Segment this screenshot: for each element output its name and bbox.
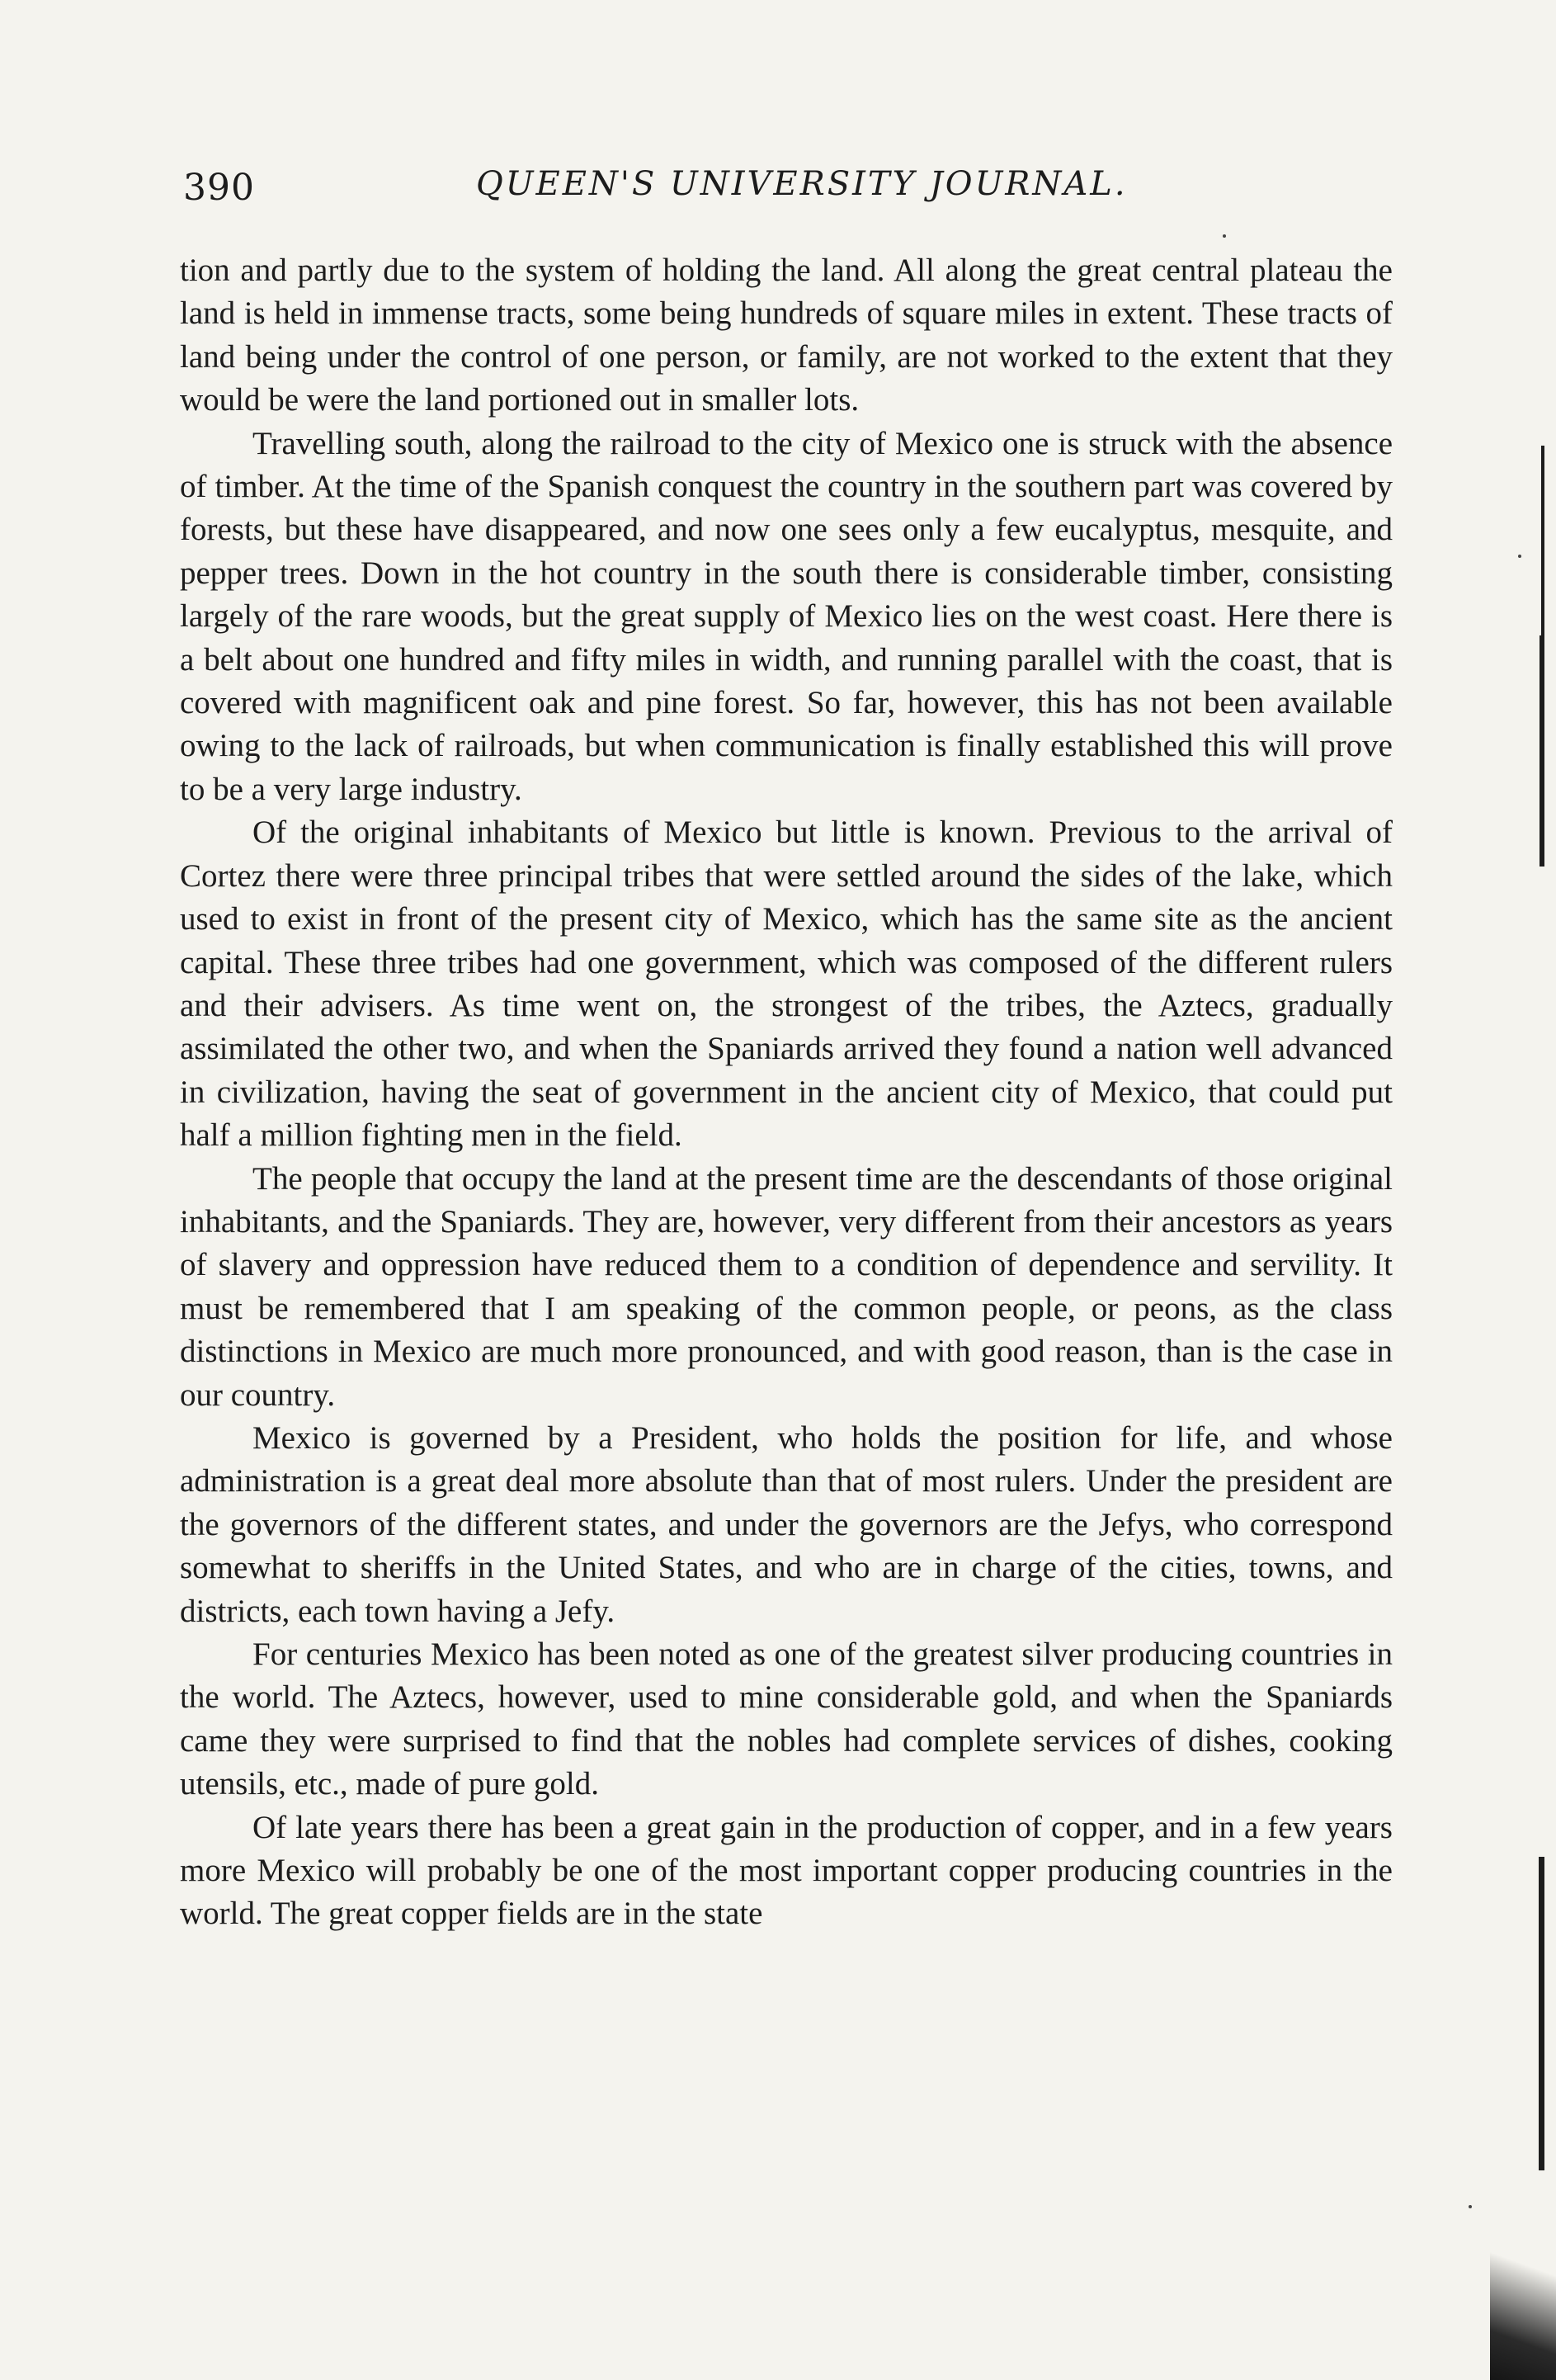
page-corner-shadow: [1490, 2207, 1556, 2380]
paragraph-copper: Of late years there has been a great gain in the production of copper, and in a few years more Mexico will probably be one of the most important copper producing countries in the world. The great copper fields are in the state: [180, 1809, 1393, 1932]
article-body: [180, 249, 1393, 1936]
running-title: QUEEN'S UNIVERSITY JOURNAL.: [476, 165, 1128, 203]
paragraph-continuation: tion and partly due to the system of holding the land. All along the great central plateau the land is held in immense tracts, some being hundreds of square miles in extent. These tracts of land being under the control of one person, or family, are not worked to the extent that they would be were the land portioned out in smaller lots.: [180, 253, 1393, 418]
page-header: [183, 162, 1128, 220]
paragraph-timber: Travelling south, along the railroad to the city of Mexico one is struck with the absence of timber. At the time of the Spanish conquest the country in the southern part was covered by forests, but these have disappeared, and now one sees only a few eucalyptus, mesquite, and pepper trees. Down in the hot country in the south there is considerable timber, consisting largely of the rare woods, but the great supply of Mexico lies on the west coast. Here there is a belt about one hundred and fifty miles in width, and running parallel with the coast, that is covered with magnificent oak and pine forest. So far, however, this has not been available owing to the lack of railroads, but when communication is finally established this will prove to be a very large industry.: [180, 425, 1393, 807]
scan-speck: [1518, 555, 1521, 558]
scan-speck: [1469, 2205, 1472, 2208]
paragraph-people: The people that occupy the land at the present time are the descendants of those original inhabitants, and the Spaniards. They are, however, very different from their ancestors as years of slavery and oppression have reduced them to a condition of dependence and servility. It must be remembered that I am speaking of the common people, or peons, as the class distinctions in Mexico are much more pronounced, and with good reason, than is the case in our country.: [180, 1160, 1393, 1413]
paragraph-silver: For centuries Mexico has been noted as one of the greatest silver producing countries in the world. The Aztecs, however, used to mine considerable gold, and when the Spaniards came they were surprised to find that the nobles had complete services of dishes, cooking utensils, etc., made of pure gold.: [180, 1636, 1393, 1802]
paragraph-inhabitants: Of the original inhabitants of Mexico but little is known. Previous to the arrival of Cortez there were three principal tribes that were settled around the sides of the lake, which used to exist in front of the present city of Mexico, which has the same site as the ancient capital. These three tribes had one government, which was composed of the different rulers and their advisers. As time went on, the strongest of the tribes, the Aztecs, gradually assimilated the other two, and when the Spaniards arrived they found a nation well advanced in civilization, having the seat of government in the ancient city of Mexico, that could put half a million fighting men in the field.: [180, 815, 1393, 1154]
page-number: 390: [183, 167, 255, 209]
scan-speck: [1223, 234, 1226, 238]
page-edge-shadow: [1539, 1857, 1544, 2170]
paragraph-government: Mexico is governed by a President, who holds the position for life, and whose administration is a great deal more absolute than that of most rulers. Under the president are the governors of the different states, and under the governors are the Jefys, who correspond somewhat to sheriffs in the United States, and who are in charge of the cities, towns, and districts, each town having a Jefy.: [180, 1419, 1393, 1629]
page-edge-shadow: [1539, 635, 1544, 867]
